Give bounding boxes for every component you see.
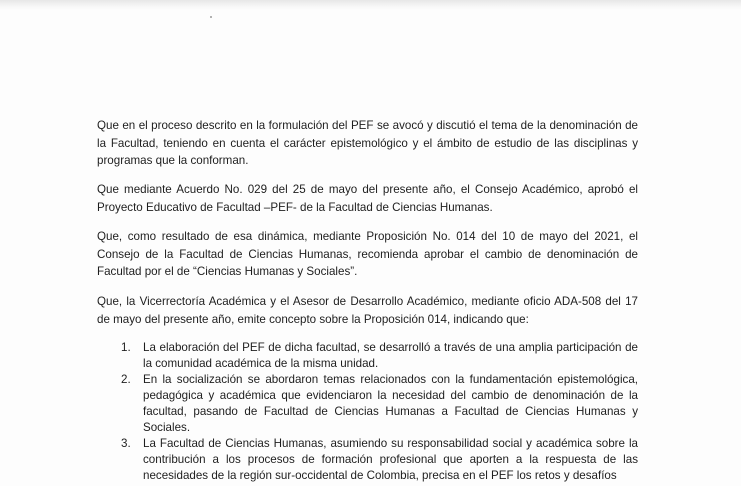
list-item-number: 1. xyxy=(121,341,131,354)
list-item-text: La Facultad de Ciencias Humanas, asumiendo su responsabilidad social y académica sobre la contribución a los procesos de formación profesional que aporten a la respuesta de las necesidades de la región sur-occidental de Colombia, precisa en el PEF los retos y desafíos xyxy=(143,437,638,482)
scan-top-edge xyxy=(0,0,741,10)
paragraph-oficio-ada-508: Que, la Vicerrectoría Académica y el Asesor de Desarrollo Académico, mediante oficio ADA-508 del 17 de mayo del presente año, emite concepto sobre la Proposición 014, indicando que: xyxy=(97,295,638,326)
list-item xyxy=(121,372,638,436)
list-item-number: 2. xyxy=(121,373,131,386)
list-item-number: 3. xyxy=(121,437,131,450)
scan-speck xyxy=(210,16,212,18)
paragraph-acuerdo-029: Que mediante Acuerdo No. 029 del 25 de mayo del presente año, el Consejo Académico, aprobó el Proyecto Educativo de Facultad –PEF- de la Facultad de Ciencias Humanas. xyxy=(97,183,638,214)
paragraph-proposicion-014: Que, como resultado de esa dinámica, mediante Proposición No. 014 del 10 de mayo del 2021, el Consejo de la Facultad de Ciencias Humanas, recomienda aprobar el cambio de denominación de Facultad por el de “Ciencias Humanas y Sociales”. xyxy=(97,230,638,278)
paragraph-pef-denomination: Que en el proceso descrito en la formulación del PEF se avocó y discutió el tema de la denominación de la Facultad, teniendo en cuenta el carácter epistemológico y el ámbito de estudio de las disciplinas y programas que la conforman. xyxy=(97,119,638,167)
numbered-list xyxy=(121,340,638,484)
list-item xyxy=(121,436,638,484)
list-item-text: En la socialización se abordaron temas relacionados con la fundamentación epistemológica, pedagógica y académica que evidenciaron la necesidad del cambio de denominación de la facultad, pasando de Facultad de Ciencias Humanas a Facultad de Ciencias Humanas y Sociales. xyxy=(143,373,638,434)
list-item xyxy=(121,340,638,372)
list-item-text: La elaboración del PEF de dicha facultad, se desarrolló a través de una amplia participación de la comunidad académica de la misma unidad. xyxy=(143,341,638,370)
